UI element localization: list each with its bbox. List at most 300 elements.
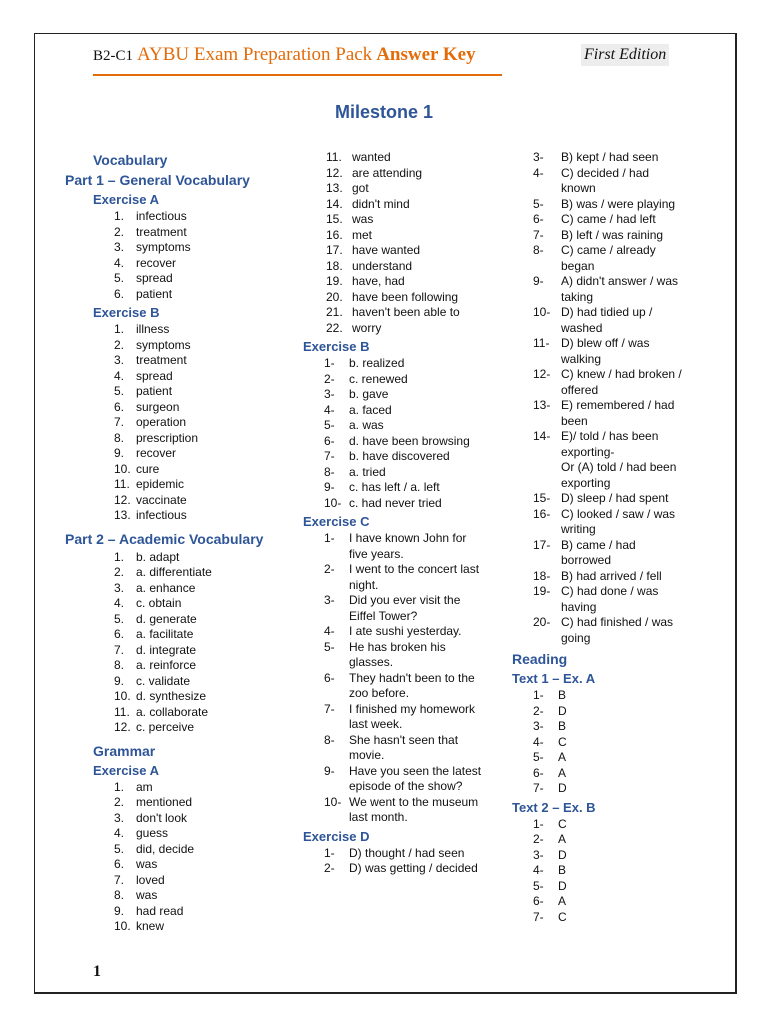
grammar-exercise-b-list	[303, 356, 488, 511]
item-answer: E) remembered / had been	[561, 398, 675, 428]
item-number: 2.	[114, 337, 125, 352]
item-answer: D) sleep / had spent	[561, 491, 669, 505]
item-number: 4.	[114, 596, 125, 610]
item-number: 12-	[533, 367, 551, 381]
item-number: 12.	[326, 165, 343, 180]
item-answer: D) thought / had seen	[349, 845, 465, 860]
item-answer: d. have been browsing	[349, 433, 470, 448]
vocab-exercise-a-list	[56, 209, 296, 302]
item-number: 4.	[114, 368, 125, 383]
item-number: 21.	[326, 305, 343, 319]
item-number: 17.	[326, 243, 343, 257]
item-number: 1-	[324, 356, 335, 370]
answer-item	[56, 225, 296, 241]
answer-item	[512, 336, 687, 367]
item-answer: E)/ told / has been exporting-	[561, 429, 659, 459]
academic-vocab-list	[56, 550, 296, 736]
answer-item	[512, 766, 687, 782]
item-answer: c. has left / a. left	[349, 480, 440, 494]
item-answer: haven't been able to	[352, 305, 460, 319]
item-answer: a. differentiate	[136, 565, 212, 579]
item-number: 3-	[533, 150, 544, 164]
item-number: 11.	[114, 704, 130, 719]
item-number: 5-	[324, 418, 335, 432]
item-number: 8-	[324, 732, 335, 747]
answer-item	[512, 584, 687, 615]
answer-item	[512, 197, 687, 213]
item-number: 9.	[114, 673, 125, 688]
answer-item	[512, 538, 687, 569]
item-answer: We went to the museum last month.	[349, 794, 479, 824]
answer-item	[56, 596, 296, 612]
item-number: 6.	[114, 857, 125, 871]
item-number: 2-	[324, 371, 335, 386]
item-answer: D	[558, 703, 567, 718]
item-answer: d. integrate	[136, 642, 197, 657]
item-answer: B) had arrived / fell	[561, 568, 662, 583]
item-answer: A	[558, 832, 567, 846]
item-number: 1.	[114, 322, 125, 336]
item-answer: Did you ever visit the Eiffel Tower?	[349, 593, 461, 623]
item-answer: don't look	[136, 810, 187, 825]
item-answer: patient	[136, 286, 173, 301]
answer-item	[56, 322, 296, 338]
item-number: 8.	[114, 430, 125, 445]
item-number: 16-	[533, 506, 551, 521]
item-number: 4-	[533, 863, 544, 877]
answer-item	[512, 750, 687, 766]
answer-item	[303, 624, 488, 640]
item-number: 1-	[533, 688, 544, 702]
answer-item	[56, 287, 296, 303]
item-number: 3.	[114, 240, 125, 254]
item-answer: treatment	[136, 224, 187, 239]
answer-item	[56, 565, 296, 581]
answer-item	[512, 832, 687, 848]
answer-item	[56, 271, 296, 287]
item-answer: operation	[136, 415, 187, 429]
section-grammar: Grammar	[93, 742, 156, 759]
answer-item	[303, 846, 488, 862]
item-number: 13-	[533, 398, 551, 412]
section-vocabulary: Vocabulary	[93, 152, 168, 168]
answer-item	[512, 848, 687, 864]
item-number: 4-	[324, 624, 335, 638]
answer-item	[56, 689, 296, 705]
item-answer: are attending	[352, 165, 423, 180]
item-answer: knew	[136, 919, 165, 933]
item-number: 7.	[114, 642, 125, 657]
answer-item	[303, 356, 488, 372]
item-number: 6-	[533, 765, 544, 780]
item-number: 1-	[324, 531, 335, 545]
header-rule	[93, 74, 502, 76]
item-number: 18.	[326, 258, 343, 273]
item-number: 19.	[326, 274, 343, 288]
grammar-exercise-a-heading: Exercise A	[93, 762, 160, 778]
item-answer: B) came / had borrowed	[561, 537, 636, 567]
item-number: 9-	[324, 480, 335, 494]
item-number: 9-	[324, 763, 335, 778]
item-answer: I ate sushi yesterday.	[349, 624, 462, 638]
item-answer: mentioned	[136, 795, 193, 809]
vocab-exercise-b-heading: Exercise B	[93, 305, 160, 320]
answer-item	[512, 274, 687, 305]
answer-item	[303, 861, 488, 877]
item-number: 16.	[326, 227, 343, 242]
item-answer: symptoms	[136, 337, 191, 352]
item-number: 6-	[324, 670, 335, 685]
item-answer: C	[558, 816, 567, 831]
edition-label: First Edition	[581, 44, 669, 66]
answer-item	[56, 431, 296, 447]
answer-item	[512, 781, 687, 797]
item-answer: b. adapt	[136, 549, 180, 564]
grammar-exercise-d-list	[303, 846, 488, 877]
column-3	[512, 150, 687, 925]
item-answer: cure	[136, 461, 160, 476]
item-number: 5.	[114, 384, 125, 398]
item-number: 4.	[114, 255, 125, 270]
item-answer: C	[558, 734, 567, 749]
item-number: 6.	[114, 286, 125, 301]
item-number: 10.	[114, 689, 131, 703]
item-number: 9-	[533, 274, 544, 288]
answer-item	[56, 581, 296, 597]
answer-item	[56, 400, 296, 416]
answer-item	[512, 212, 687, 228]
text-1-answers	[512, 688, 687, 797]
answer-item	[56, 415, 296, 431]
item-number: 5.	[114, 271, 125, 285]
answer-item	[303, 197, 488, 213]
answer-item	[512, 166, 687, 197]
answer-item	[512, 863, 687, 879]
answer-item	[512, 879, 687, 895]
item-number: 2-	[533, 703, 544, 718]
answer-item	[56, 612, 296, 628]
item-answer: C) had done / was having	[561, 584, 659, 614]
grammar-exercise-b-heading: Exercise B	[303, 339, 370, 354]
item-number: 5-	[324, 639, 335, 654]
item-number: 2-	[324, 562, 335, 576]
answer-item	[303, 465, 488, 481]
item-answer: recover	[136, 255, 177, 270]
item-answer: have wanted	[352, 243, 421, 257]
answer-item	[512, 460, 687, 491]
item-number: 3.	[114, 580, 125, 595]
item-answer: had read	[136, 903, 184, 918]
item-number: 7-	[324, 449, 335, 463]
answer-item	[56, 643, 296, 659]
item-answer: They hadn't been to the zoo before.	[349, 670, 475, 700]
item-number: 14-	[533, 429, 551, 443]
item-answer: D	[558, 878, 567, 893]
item-number: 8-	[324, 464, 335, 479]
item-number: 7.	[114, 415, 125, 429]
item-answer: worry	[352, 320, 382, 335]
item-answer: A	[558, 750, 567, 764]
answer-item	[303, 403, 488, 419]
item-answer: C) looked / saw / was writing	[561, 506, 676, 536]
page-number: 1	[93, 963, 101, 980]
item-number: 2.	[114, 795, 125, 809]
item-number: 9.	[114, 903, 125, 918]
item-answer: illness	[136, 322, 170, 336]
answer-item	[56, 811, 296, 827]
answer-item	[303, 372, 488, 388]
grammar-exercise-d-list-cont	[512, 150, 687, 646]
item-answer: wanted	[352, 150, 391, 164]
item-number: 1.	[114, 549, 125, 564]
answer-item	[512, 398, 687, 429]
item-number: 2-	[533, 832, 544, 846]
item-number: 19-	[533, 584, 551, 598]
item-number: 12.	[114, 492, 131, 507]
item-number: 11.	[326, 150, 342, 164]
answer-item	[56, 842, 296, 858]
item-answer: A	[558, 765, 567, 780]
item-number: 8.	[114, 888, 125, 902]
answer-item	[303, 181, 488, 197]
item-number: 22.	[326, 320, 343, 335]
item-number: 3.	[114, 810, 125, 825]
item-answer: C) came / already began	[561, 243, 656, 273]
answer-item	[512, 243, 687, 274]
answer-item	[56, 338, 296, 354]
item-answer: D) had tidied up / washed	[561, 305, 653, 335]
item-answer: Have you seen the latest episode of the show?	[349, 763, 482, 793]
answer-item	[512, 615, 687, 646]
item-answer: loved	[136, 872, 165, 887]
answer-item	[56, 477, 296, 493]
item-answer: c. obtain	[136, 596, 182, 610]
document-header	[93, 44, 476, 66]
item-answer: He has broken his glasses.	[349, 639, 446, 669]
item-answer: D	[558, 781, 567, 795]
answer-item	[303, 418, 488, 434]
text-2-heading: Text 2 – Ex. B	[512, 799, 596, 815]
item-answer: prescription	[136, 430, 199, 445]
item-answer: a. tried	[349, 464, 386, 479]
item-number: 1.	[114, 209, 125, 223]
item-answer: treatment	[136, 353, 187, 367]
text-2-answers	[512, 817, 687, 926]
answer-item	[512, 719, 687, 735]
item-answer: C) had finished / was going	[561, 615, 674, 645]
item-answer: didn't mind	[352, 196, 410, 211]
part-1-heading: Part 1 – General Vocabulary	[65, 172, 250, 188]
item-answer: guess	[136, 826, 169, 840]
answer-item	[56, 462, 296, 478]
item-number: 18-	[533, 568, 551, 583]
item-number: 7-	[324, 701, 335, 716]
answer-item	[512, 228, 687, 244]
answer-item	[56, 904, 296, 920]
answer-item	[56, 550, 296, 566]
section-reading: Reading	[512, 651, 568, 667]
item-answer: vaccinate	[136, 492, 187, 507]
item-number: 9.	[114, 446, 125, 460]
answer-item	[512, 305, 687, 336]
level-label: B2-C1	[93, 48, 134, 64]
item-number: 4-	[324, 402, 335, 417]
answer-item	[303, 321, 488, 337]
item-number: 4.	[114, 826, 125, 840]
item-number: 6-	[533, 894, 544, 908]
item-number: 6-	[324, 433, 335, 448]
item-number: 14.	[326, 196, 343, 211]
answer-item	[303, 480, 488, 496]
item-number: 11-	[533, 336, 550, 350]
answer-item	[56, 674, 296, 690]
answer-item	[56, 446, 296, 462]
item-number: 8.	[114, 658, 125, 672]
answer-item	[56, 384, 296, 400]
item-answer: recover	[136, 446, 177, 460]
answer-item	[512, 507, 687, 538]
item-number: 10.	[114, 919, 131, 933]
item-answer: a. reinforce	[136, 658, 197, 672]
item-number: 1.	[114, 779, 125, 794]
item-answer: got	[352, 181, 369, 195]
item-number: 8-	[533, 243, 544, 257]
item-number: 7.	[114, 872, 125, 887]
text-1-heading: Text 1 – Ex. A	[512, 671, 596, 686]
item-answer: am	[136, 779, 153, 794]
item-answer: surgeon	[136, 399, 180, 414]
item-number: 2.	[114, 565, 125, 579]
answer-item	[303, 166, 488, 182]
item-number: 5-	[533, 750, 544, 764]
item-answer: b. gave	[349, 387, 389, 401]
grammar-exercise-c-list	[303, 531, 488, 826]
item-number: 10-	[324, 495, 342, 510]
answer-item	[512, 894, 687, 910]
item-number: 10-	[324, 794, 342, 809]
vocab-exercise-a-heading: Exercise A	[93, 192, 160, 207]
item-number: 7-	[533, 227, 544, 242]
item-number: 6-	[533, 212, 544, 226]
answer-item	[56, 705, 296, 721]
item-answer: She hasn't seen that movie.	[349, 732, 459, 762]
answer-item	[303, 434, 488, 450]
column-1	[56, 150, 296, 935]
item-number: 10-	[533, 305, 551, 319]
item-number: 3.	[114, 353, 125, 367]
item-number: 1-	[324, 845, 335, 860]
answer-item	[56, 240, 296, 256]
answer-item	[56, 795, 296, 811]
answer-item	[303, 243, 488, 259]
answer-item	[303, 387, 488, 403]
item-number: 13.	[326, 181, 343, 195]
item-answer: a. collaborate	[136, 704, 209, 719]
answer-item	[512, 817, 687, 833]
item-answer: have been following	[352, 289, 459, 304]
item-answer: was	[136, 888, 158, 902]
grammar-exercise-a-list	[56, 780, 296, 935]
answer-item	[56, 873, 296, 889]
item-answer: have, had	[352, 274, 405, 288]
part-2-heading: Part 2 – Academic Vocabulary	[65, 530, 264, 547]
answer-item	[56, 857, 296, 873]
answer-item	[56, 888, 296, 904]
answer-item	[303, 305, 488, 321]
item-answer: C	[558, 909, 567, 924]
answer-item	[303, 593, 488, 624]
item-answer: b. have discovered	[349, 449, 450, 463]
item-answer: spread	[136, 368, 173, 383]
answer-item	[512, 429, 687, 460]
item-number: 1-	[533, 816, 544, 831]
answer-item	[303, 640, 488, 671]
item-answer: a. facilitate	[136, 627, 194, 641]
answer-item	[303, 531, 488, 562]
item-number: 5.	[114, 611, 125, 626]
item-number: 4-	[533, 734, 544, 749]
item-number: 15.	[326, 212, 343, 226]
item-answer: a. was	[349, 418, 384, 432]
item-answer: C) came / had left	[561, 212, 656, 226]
item-number: 10.	[114, 461, 131, 476]
answer-item	[512, 150, 687, 166]
answer-item	[56, 627, 296, 643]
item-answer: was	[352, 212, 374, 226]
document-title: AYBU Exam Preparation Pack	[137, 44, 373, 65]
item-number: 5.	[114, 841, 125, 856]
answer-item	[303, 449, 488, 465]
item-answer: B) kept / had seen	[561, 150, 659, 164]
answer-item	[56, 209, 296, 225]
item-answer: spread	[136, 271, 173, 285]
item-number: 20-	[533, 615, 551, 629]
item-number: 2.	[114, 224, 125, 239]
answer-item	[56, 658, 296, 674]
item-number: 5-	[533, 196, 544, 211]
answer-item	[512, 910, 687, 926]
item-answer: A	[558, 894, 567, 908]
item-number: 3-	[533, 719, 544, 733]
answer-item	[56, 256, 296, 272]
item-answer: epidemic	[136, 477, 185, 491]
answer-item	[512, 367, 687, 398]
answer-item	[303, 764, 488, 795]
item-answer: c. perceive	[136, 720, 195, 734]
answer-item	[56, 826, 296, 842]
item-answer: B	[558, 863, 567, 877]
item-answer: c. renewed	[349, 371, 408, 386]
answer-item	[512, 569, 687, 585]
answer-item	[303, 795, 488, 826]
answer-item	[56, 780, 296, 796]
grammar-exercise-d-heading: Exercise D	[303, 828, 370, 844]
item-answer: C) decided / had known	[561, 165, 650, 195]
item-number: 3-	[324, 387, 335, 401]
answer-item	[303, 228, 488, 244]
item-number: 3-	[533, 847, 544, 862]
item-answer: B	[558, 688, 567, 702]
item-number: 7-	[533, 909, 544, 924]
answer-item	[303, 290, 488, 306]
item-number: 11.	[114, 477, 130, 491]
answer-item	[303, 733, 488, 764]
milestone-title: Milestone 1	[334, 102, 434, 122]
item-answer: Or (A) told / had been exporting	[561, 460, 677, 490]
item-answer: C) knew / had broken / offered	[561, 367, 682, 397]
item-answer: c. validate	[136, 673, 191, 688]
item-number: 13.	[114, 508, 131, 522]
